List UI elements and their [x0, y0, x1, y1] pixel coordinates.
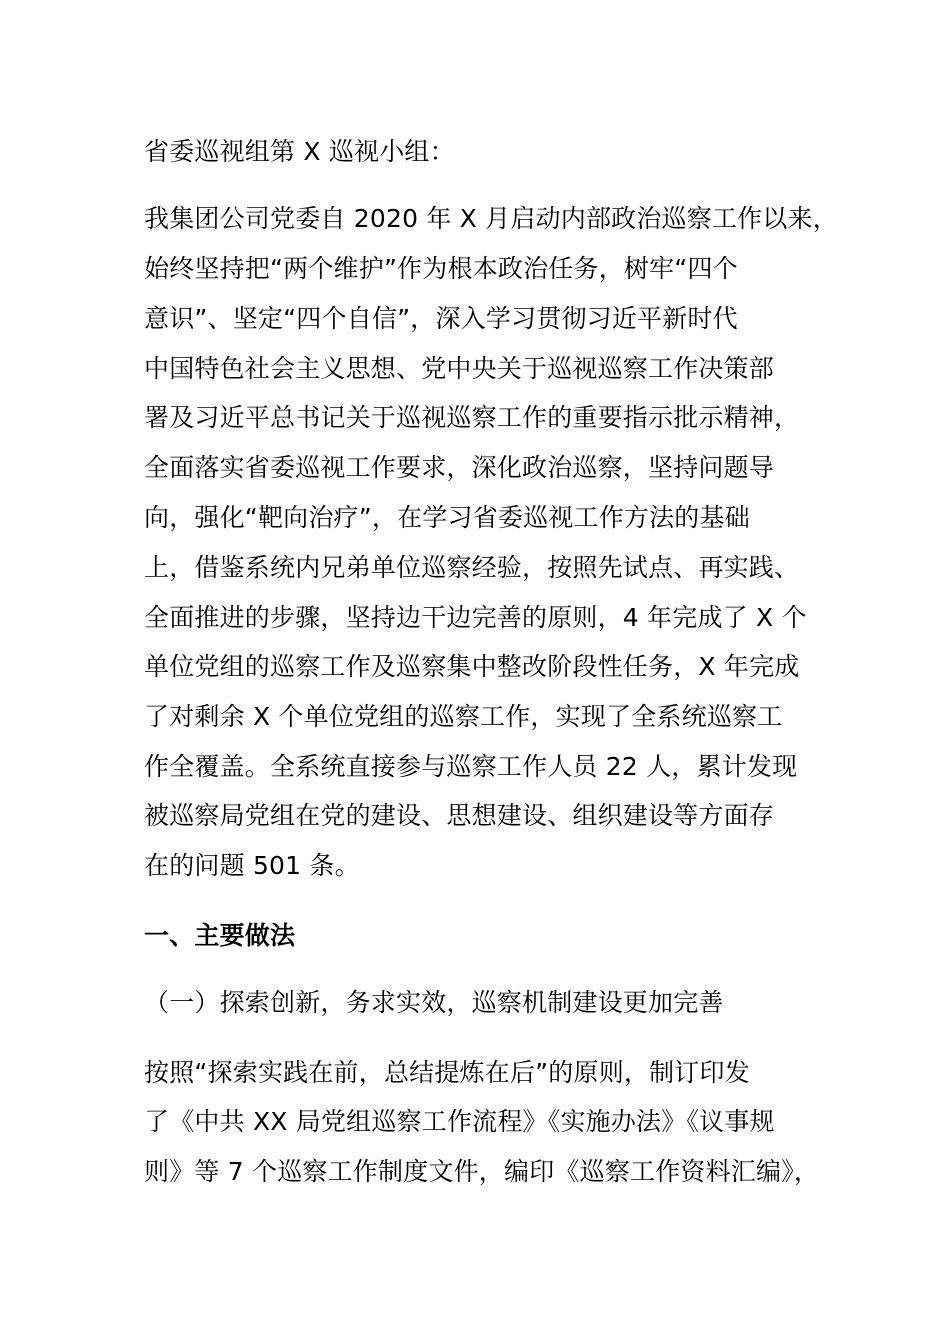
body-line: 了《中共 XX 局党组巡察工作流程》《实施办法》《议事规: [144, 1107, 775, 1136]
intro-line: 意识”、坚定“四个自信”，深入学习贯彻习近平新时代: [144, 304, 738, 333]
intro-line: 单位党组的巡察工作及巡察集中整改阶段性任务，X 年完成: [144, 652, 800, 681]
intro-line: 上，借鉴系统内兄弟单位巡察经验，按照先试点、再实践、: [144, 553, 800, 582]
section-heading: 一、主要做法: [144, 921, 296, 950]
intro-line: 全面推进的步骤，坚持边干边完善的原则，4 年完成了 X 个: [144, 603, 807, 632]
intro-line: 中国特色社会主义思想、党中央关于巡视巡察工作决策部: [144, 354, 775, 383]
subsection-heading: （一）探索创新，务求实效，巡察机制建设更加完善: [144, 988, 724, 1017]
intro-line: 向，强化“靶向治疗”，在学习省委巡视工作方法的基础: [144, 503, 750, 532]
salutation: 省委巡视组第 X 巡视小组：: [144, 137, 455, 166]
intro-line: 署及习近平总书记关于巡视巡察工作的重要指示批示精神，: [144, 403, 800, 432]
intro-line: 全面落实省委巡视工作要求，深化政治巡察，坚持问题导: [144, 453, 775, 482]
intro-line: 我集团公司党委自 2020 年 X 月启动内部政治巡察工作以来，: [144, 204, 838, 233]
intro-line: 了对剩余 X 个单位党组的巡察工作，实现了全系统巡察工: [144, 702, 783, 731]
intro-line: 始终坚持把“两个维护”作为根本政治任务，树牢“四个: [144, 254, 738, 283]
body-line: 按照“探索实践在前，总结提炼在后”的原则，制订印发: [144, 1058, 750, 1087]
intro-line: 作全覆盖。全系统直接参与巡察工作人员 22 人，累计发现: [144, 752, 798, 781]
body-line: 则》等 7 个巡察工作制度文件，编印《巡察工作资料汇编》，: [144, 1157, 820, 1186]
intro-line: 被巡察局党组在党的建设、思想建设、组织建设等方面存: [144, 801, 775, 830]
intro-line: 在的问题 501 条。: [144, 851, 360, 880]
